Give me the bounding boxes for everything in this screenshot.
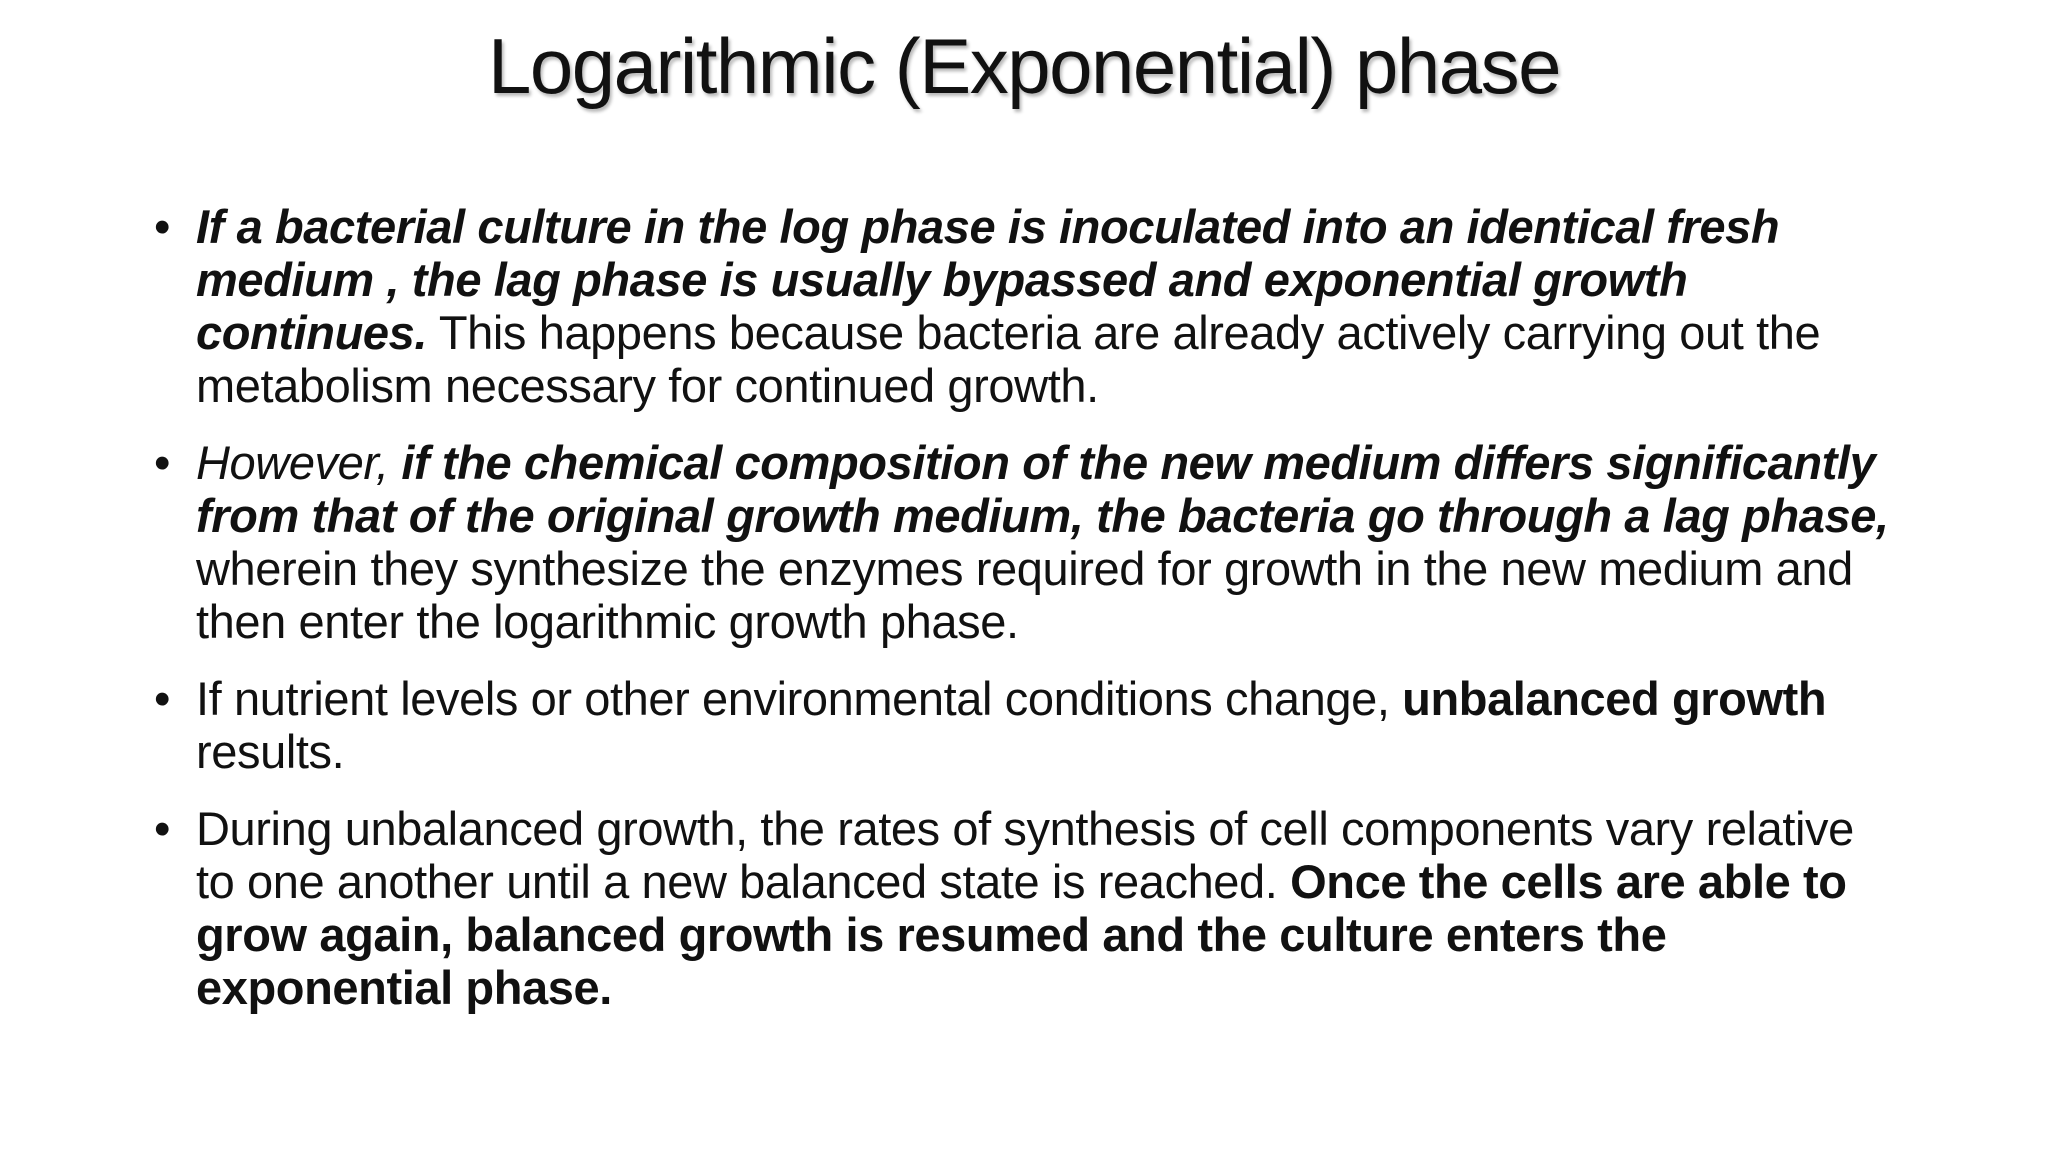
- bullet-3-tail: results.: [196, 725, 345, 778]
- bullet-item-1: [154, 200, 1894, 412]
- bullet-item-3: [154, 672, 1894, 778]
- bullet-item-2: [154, 436, 1894, 648]
- bullet-2-emphasis: if the chemical composition of the new medium differs significantly from that of the original growth medium, the bacteria go through a lag phase,: [196, 436, 1889, 542]
- bullet-icon: •: [154, 436, 171, 489]
- bullet-3-emphasis: unbalanced growth: [1402, 672, 1827, 725]
- bullet-icon: •: [154, 200, 171, 253]
- bullet-1-emphasis: If a bacterial culture in the log phase is inoculated into an identical fresh medium , the lag phase is usually bypassed and exponential growth continues.: [196, 200, 1780, 359]
- bullet-4-text: During unbalanced growth, the rates of synthesis of cell components vary relative to one another until a new balanced state is reached.: [196, 802, 1854, 908]
- bullet-1-text: This happens because bacteria are already actively carrying out the metabolism necessary for continued growth.: [196, 306, 1821, 412]
- bullet-icon: •: [154, 802, 171, 855]
- bullet-item-4: [154, 802, 1894, 1014]
- bullet-2-text: wherein they synthesize the enzymes required for growth in the new medium and then enter the logarithmic growth phase.: [196, 542, 1853, 648]
- bullet-2-lead: However,: [196, 436, 402, 489]
- slide-title: Logarithmic (Exponential) phase: [487, 22, 1561, 110]
- bullet-4-emphasis: Once the cells are able to grow again, balanced growth is resumed and the culture enters the exponential phase.: [196, 855, 1847, 1014]
- bullet-3-text: If nutrient levels or other environmental conditions change,: [196, 672, 1403, 725]
- slide-body: [154, 200, 1894, 1038]
- bullet-icon: •: [154, 672, 171, 725]
- bullet-list: [154, 200, 1894, 1014]
